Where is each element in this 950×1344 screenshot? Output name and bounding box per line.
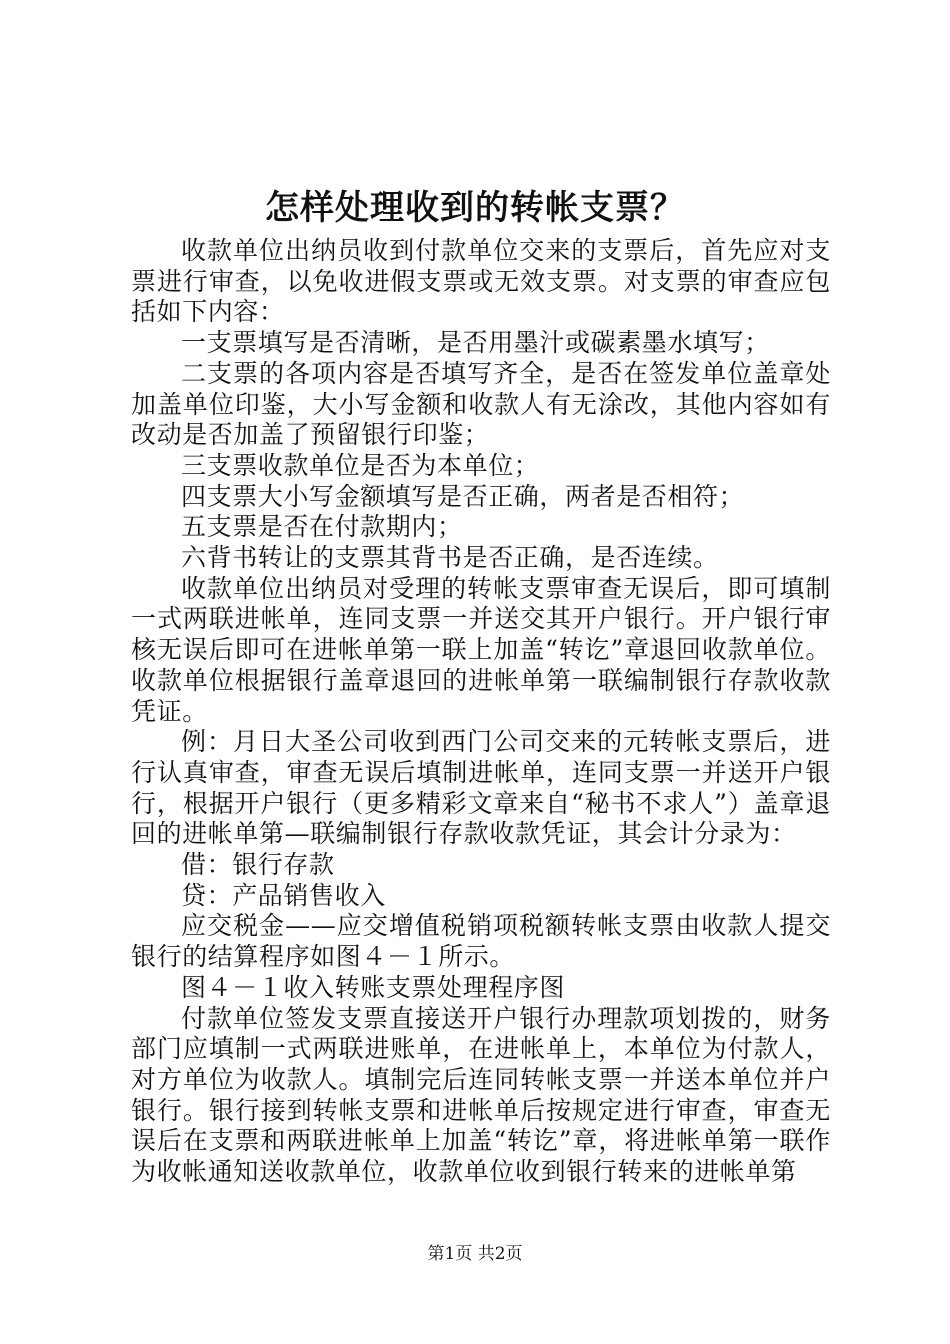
paragraph-figure-caption: 图４－１收入转账支票处理程序图: [181, 972, 566, 1002]
document-title: 怎样处理收到的转帐支票？: [265, 188, 685, 228]
paragraph-item-3: 三支票收款单位是否为本单位；: [181, 450, 540, 480]
document-body: [131, 236, 831, 1188]
paragraph-payer: 付款单位签发支票直接送开户银行办理款项划拨的，财务部门应填制一式两联进账单，在进帐单上，本单位为付款人，对方单位为收款人。填制完后连同转帐支票一并送本单位并户银行。银行接到转帐支票和进帐单后按规定进行审查，审查无误后在支票和两联进帐单上加盖“转讫”章，将进帐单第一联作为收帐通知送收款单位，收款单位收到银行转来的进帐单第: [131, 1003, 831, 1187]
page-footer: 第1页 共2页: [427, 1244, 523, 1264]
paragraph-item-4: 四支票大小写金额填写是否正确，两者是否相符；: [181, 481, 745, 511]
paragraph-tax: 应交税金——应交增值税销项税额转帐支票由收款人提交银行的结算程序如图４－１所示。: [131, 911, 831, 972]
paragraph-item-2: 二支票的各项内容是否填写齐全，是否在签发单位盖章处加盖单位印鉴，大小写金额和收款人有无涂改，其他内容如有改动是否加盖了预留银行印鉴；: [131, 358, 831, 450]
paragraph-debit: 借：银行存款: [181, 850, 335, 880]
paragraph-credit: 贷：产品销售收入: [181, 880, 386, 910]
paragraph-item-6: 六背书转让的支票其背书是否正确，是否连续。: [181, 543, 719, 573]
paragraph-example: 例：月日大圣公司收到西门公司交来的元转帐支票后，进行认真审查，审查无误后填制进帐单，连同支票一并送开户银行，根据开户银行（更多精彩文章来自“秘书不求人”）盖章退回的进帐单第—联编制银行存款收款凭证，其会计分录为：: [131, 727, 831, 849]
paragraph-processing: 收款单位出纳员对受理的转帐支票审查无误后，即可填制一式两联进帐单，连同支票一并送交其开户银行。开户银行审核无误后即可在进帐单第一联上加盖“转讫”章退回收款单位。收款单位根据银行盖章退回的进帐单第一联编制银行存款收款凭证。: [131, 573, 831, 726]
paragraph-intro: 收款单位出纳员收到付款单位交来的支票后，首先应对支票进行审查，以免收进假支票或无效支票。对支票的审查应包括如下内容：: [131, 236, 831, 327]
paragraph-item-1: 一支票填写是否清晰，是否用墨汁或碳素墨水填写；: [181, 328, 770, 358]
paragraph-item-5: 五支票是否在付款期内；: [181, 512, 463, 542]
